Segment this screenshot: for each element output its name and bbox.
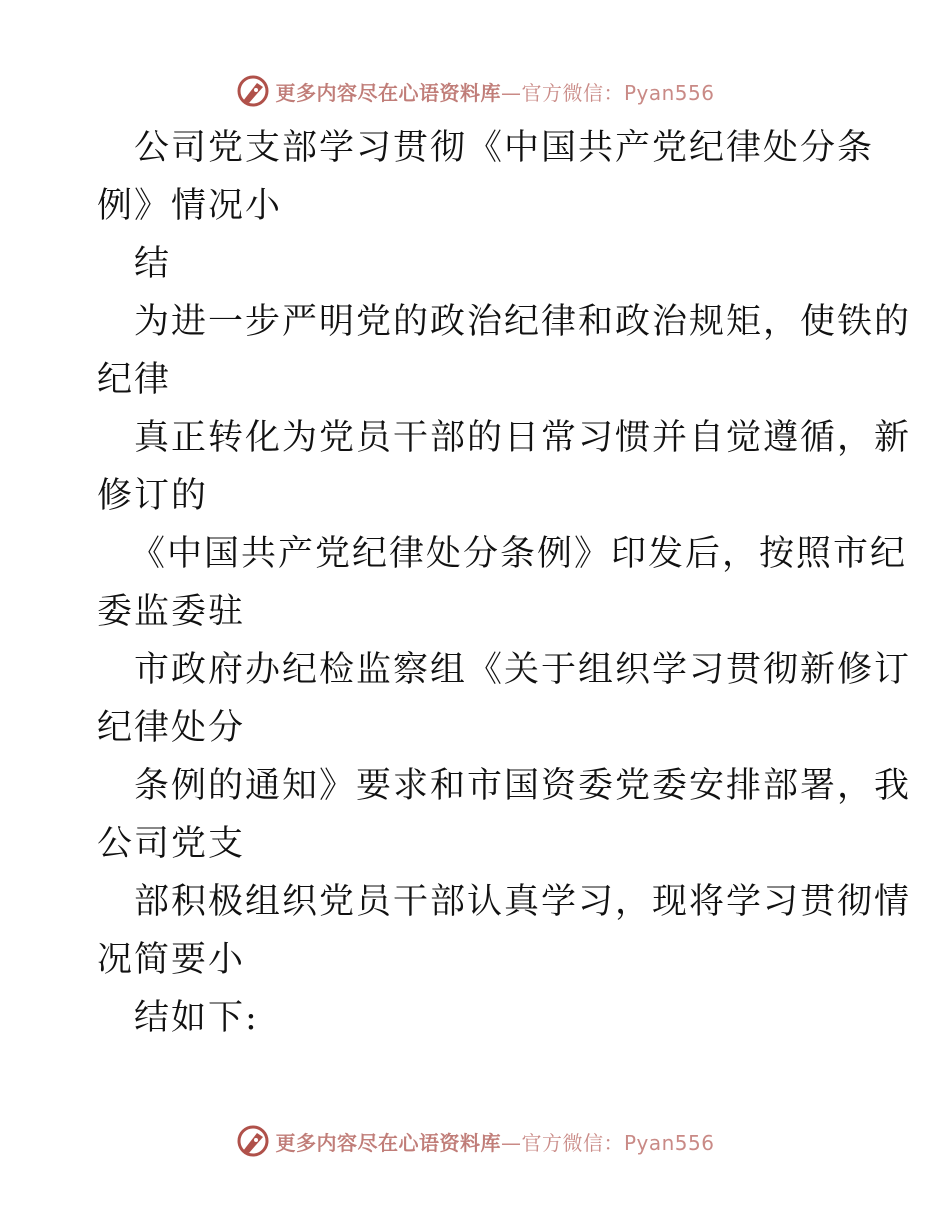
text-line: 结如下: (134, 998, 259, 1038)
text-line: 公司党支部学习贯彻《中国共产党纪律处分条 (134, 128, 875, 168)
brand-text: 更多内容尽在心语资料库 (275, 80, 501, 105)
text-line: 市政府办纪检监察组《关于组织学习贯彻新修订 (134, 650, 912, 690)
text-line: 为进一步严明党的政治纪律和政治规矩，使铁的 (134, 302, 912, 342)
brand-text: 更多内容尽在心语资料库 (275, 1130, 501, 1155)
separator: — (500, 1130, 522, 1155)
text-line: 公司党支 (97, 824, 246, 864)
pen-nib-circle-icon (235, 1123, 271, 1159)
text-line: 条例的通知》要求和市国资委党委安排部署，我 (134, 766, 912, 806)
header-watermark-banner (0, 71, 950, 111)
pen-nib-circle-icon (235, 73, 271, 109)
text-line: 况简要小 (97, 940, 246, 980)
footer-watermark-banner (0, 1121, 950, 1161)
text-line: 例》情况小 (97, 186, 283, 226)
text-line: 《中国共产党纪律处分条例》印发后，按照市纪 (130, 534, 908, 574)
text-line: 部积极组织党员干部认真学习，现将学习贯彻情 (134, 882, 912, 922)
watermark-text (275, 77, 714, 106)
text-line: 委监委驻 (97, 592, 246, 632)
text-line: 纪律处分 (97, 708, 246, 748)
text-line: 结 (134, 244, 172, 284)
text-line: 修订的 (97, 476, 209, 516)
watermark-text (275, 1127, 714, 1156)
wechat-text: 官方微信：Pyan556 (521, 1130, 715, 1155)
text-line: 真正转化为党员干部的日常习惯并自觉遵循，新 (134, 418, 912, 458)
text-line: 纪律 (97, 360, 172, 400)
separator: — (500, 80, 522, 105)
wechat-text: 官方微信：Pyan556 (521, 80, 715, 105)
